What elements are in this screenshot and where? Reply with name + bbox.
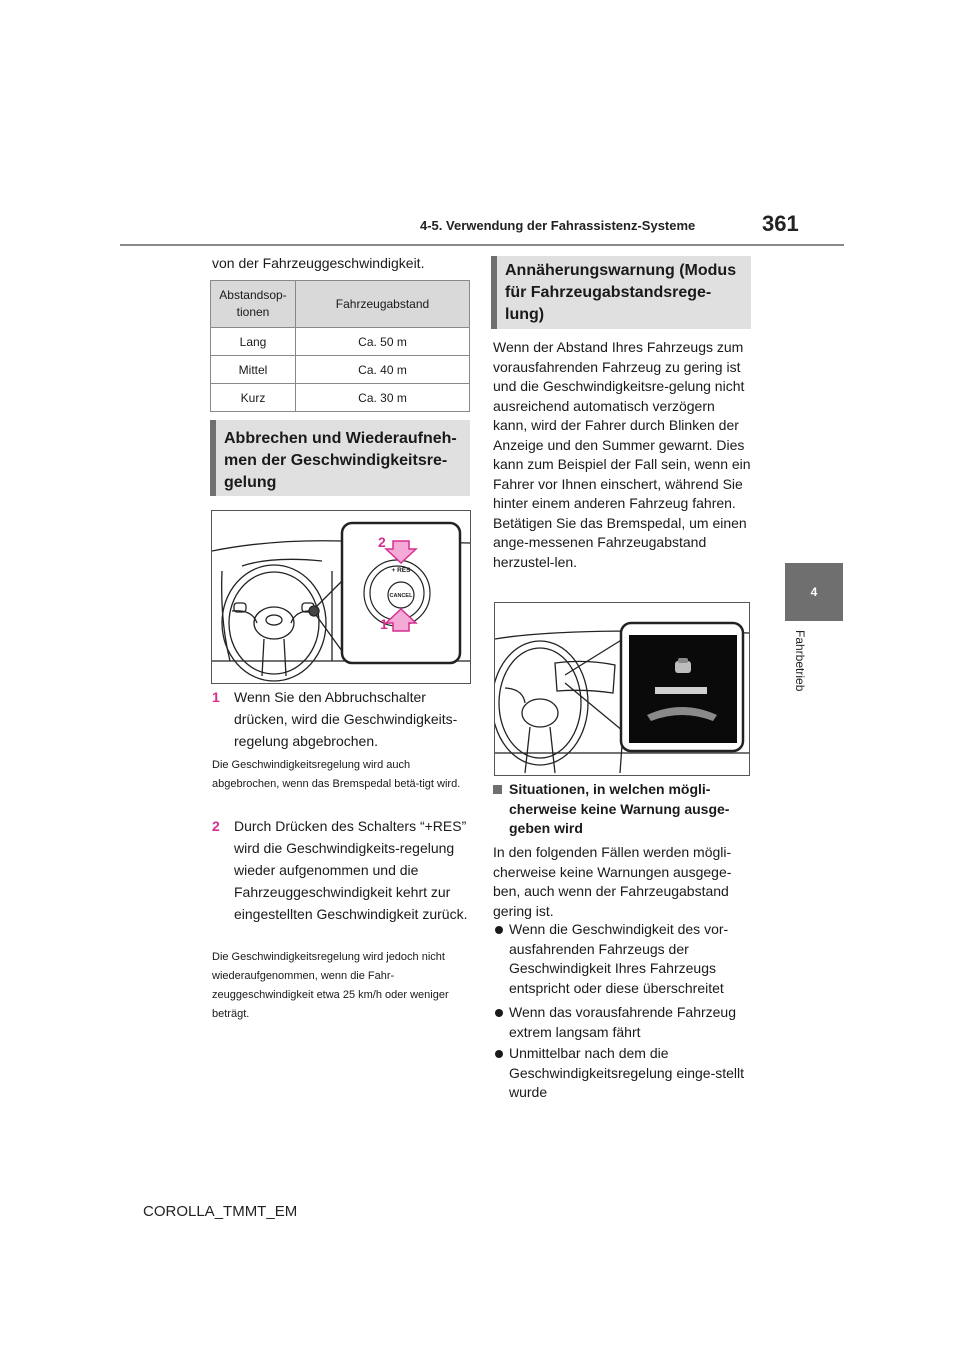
square-bullet-icon [493,785,502,794]
step-number: 1 [212,689,220,705]
distance-table [210,280,470,412]
cancel-label: CANCEL [389,593,413,599]
table-cell: Kurz [211,384,296,412]
step-number: 2 [212,818,220,834]
note-min-speed: Die Geschwindigkeitsregelung wird jedoch nicht wiederaufgenommen, wenn die Fahr-zeuggeschwindigkeit etwa 25 km/h oder weniger beträgt. [212,951,449,1020]
step-2 [212,815,474,950]
note-brake: Die Geschwindigkeitsregelung wird auch abgebrochen, wenn das Bremspedal betä-tigt wird. [212,759,461,790]
dashboard-illustration [495,603,749,775]
distance-bar [655,687,707,694]
chapter-tab: 4 [785,563,843,621]
step-1 [212,686,474,756]
table-cell: Ca. 40 m [296,356,470,384]
document-code: COROLLA_TMMT_EM [143,1203,298,1220]
bullet-icon [495,1050,503,1058]
table-cell: Ca. 50 m [296,328,470,356]
section-title: 4-5. Verwendung der Fahrassistenz-Systeme [420,218,696,233]
list-item-text: Unmittelbar nach dem die Geschwindigkeitsregelung einge-stellt wurde [509,1045,745,1100]
table-cell: Ca. 30 m [296,384,470,412]
table-row [211,356,470,384]
table-header-cell: Fahrzeugabstand [296,281,470,328]
step-text: Wenn Sie den Abbruchschalter drücken, wird die Geschwindigkeits-regelung abgebrochen. [234,689,458,749]
warning-description: Wenn der Abstand Ihres Fahrzeugs zum vorausfahrenden Fahrzeug zu gering ist und die Geschwindigkeitsre-gelung nicht ausreichend automatisch verzögern kann, wird der Fahrer durch Blinken der Anzeige und den Summer gewarnt. Dies kann zum Beispiel der Fall sein, wenn ein Fahrer vor Ihnen einschert, während Sie hinter einem anderen Fahrzeug fahren. Betätigen Sie das Bremspedal, um einen ange-messenen Fahrzeugabstand herzustel-len. [493,339,751,570]
bullet-icon [495,1009,503,1017]
subheading-text: Situationen, in welchen mögli-cherweise keine Warnung ausge-geben wird [509,781,730,836]
res-label: + RES [391,567,411,574]
table-row [211,328,470,356]
table-cell: Mittel [211,356,296,384]
table-header-row [211,281,470,328]
callout-2: 2 [378,534,386,550]
figure-approach-warning [494,602,750,776]
table-cell: Lang [211,328,296,356]
list-item-text: Wenn die Geschwindigkeit des vor-ausfahrenden Fahrzeugs der Geschwindigkeit Ihres Fahrzeugs entspricht oder diese überschreitet [509,921,729,996]
steering-wheel-illustration [212,511,470,683]
header-divider [120,244,844,246]
no-warning-intro: In den folgenden Fällen werden mögli-cherweise keine Warnungen ausgege-ben, auch wenn der Fahrzeugabstand gering ist. [493,844,732,919]
intro-text: von der Fahrzeuggeschwindigkeit. [212,255,425,271]
page-number: 361 [762,211,799,236]
callout-1: 1 [380,616,388,632]
figure-cruise-switch [211,510,471,684]
section-heading-cancel-resume: Abbrechen und Wiederaufneh- men der Geschwindigkeitsre- gelung [210,420,470,496]
step-text: Durch Drücken des Schalters “+RES” wird die Geschwindigkeits-regelung wieder aufgenommen und die Fahrzeuggeschwindigkeit kehrt zur eingestellten Geschwindigkeit zurück. [234,818,468,922]
section-heading-approach-warning: Annäherungswarnung (Modus für Fahrzeugabstandsrege- lung) [491,256,751,329]
chapter-label: Fahrbetrieb [793,630,807,692]
bullet-icon [495,926,503,934]
table-header-cell: Abstandsop- tionen [211,281,296,328]
table-row [211,384,470,412]
list-item-text: Wenn das vorausfahrende Fahrzeug extrem langsam fährt [509,1004,736,1040]
